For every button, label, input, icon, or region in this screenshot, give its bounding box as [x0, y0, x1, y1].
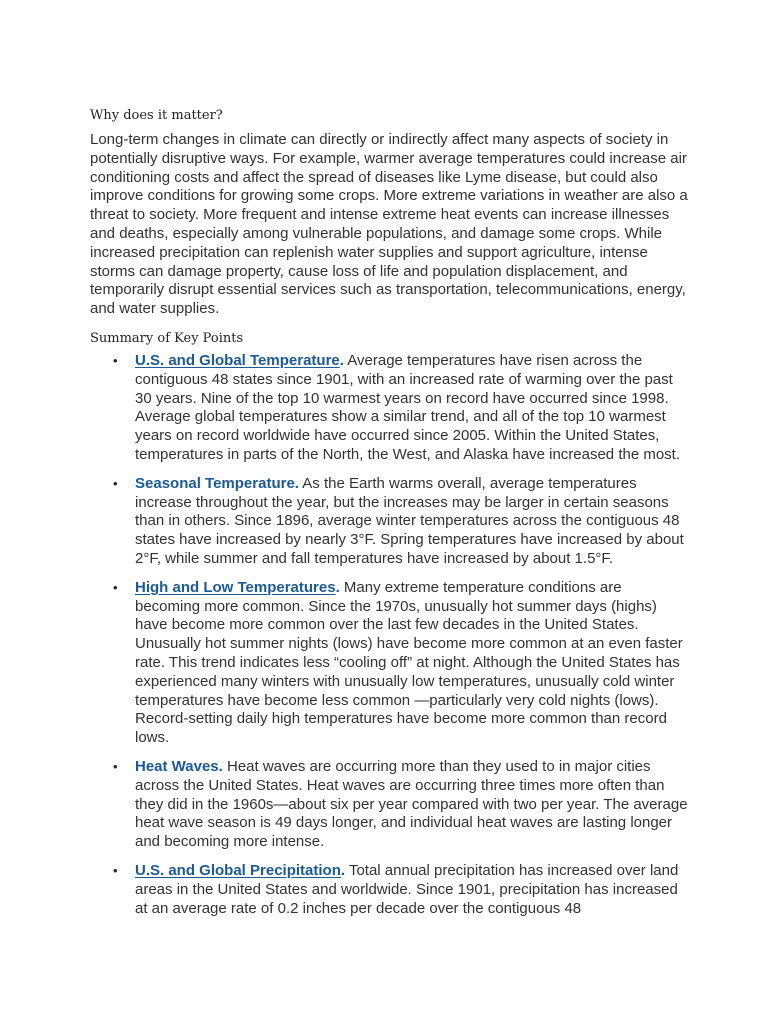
- key-point-high-low-temperatures: [90, 579, 690, 748]
- us-global-temperature-link[interactable]: U.S. and Global Temperature: [135, 352, 340, 369]
- key-point-text: Heat waves are occurring more than they used to in major cities across the United States. Heat waves are occurring three times more often than they did in the 1960s—about six per year compared with two per year. The average heat wave season is 49 days longer, and individual heat waves are lasting longer and becoming more intense.: [135, 757, 688, 851]
- key-point-seasonal-temperature: [90, 475, 690, 569]
- why-it-matters-paragraph: Long-term changes in climate can directly or indirectly affect many aspects of society in potentially disruptive ways. For example, warmer average temperatures could increase air conditioning costs and affect the spread of diseases like Lyme disease, but could also improve conditions for growing some crops. More extreme variations in weather are also a threat to society. More frequent and intense extreme heat events can increase illnesses and deaths, especially among vulnerable populations, and damage some crops. While increased precipitation can replenish water supplies and support agriculture, intense storms can damage property, cause loss of life and population displacement, and temporarily disrupt essential services such as transportation, telecommunications, energy, and water supplies.: [90, 131, 688, 318]
- key-point-us-global-temperature: [90, 352, 690, 465]
- key-point-us-global-precipitation: [90, 862, 690, 918]
- key-point-text: Many extreme temperature conditions are becoming more common. Since the 1970s, unusually hot summer days (highs) have become more common over the last few decades in the United States. Unusually hot summer nights (lows) have become more common at an even faster rate. This trend indicates less “cooling off” at night. Although the United States has experienced many winters with unusually low temperatures, unusually cold winter temperatures have become less common —particularly very cold nights (lows). Record-setting daily high temperatures have become more common than record lows.: [135, 578, 683, 747]
- bullet-icon: •: [113, 758, 118, 774]
- key-points-list: [90, 352, 690, 928]
- key-point-title-period: .: [340, 861, 346, 879]
- bullet-icon: •: [113, 475, 118, 491]
- section-heading-summary: Summary of Key Points: [90, 331, 244, 346]
- bullet-icon: •: [113, 353, 118, 368]
- key-point-title-period: .: [335, 578, 340, 596]
- key-point-text: As the Earth warms overall, average temperatures increase throughout the year, but the increases may be larger in certain seasons than in others. Since 1896, average winter temperatures across the contiguous 48 states have increased by nearly 3°F. Spring temperatures have increased by about 2°F, while summer and fall temperatures have increased by about 1.5°F.: [135, 474, 684, 567]
- high-low-temperatures-link[interactable]: High and Low Temperatures: [135, 578, 336, 596]
- bullet-icon: •: [113, 579, 118, 595]
- key-point-heat-waves: [90, 758, 690, 852]
- key-point-text: Total annual precipitation has increased over land areas in the United States and worldwide. Since 1901, precipitation has increased at an average rate of 0.2 inches per decade over the contiguous 48: [135, 861, 679, 917]
- seasonal-temperature-title: Seasonal Temperature.: [135, 474, 299, 492]
- key-point-title-period: .: [339, 352, 344, 369]
- key-point-text: Average temperatures have risen across the contiguous 48 states since 1901, with an increased rate of warming over the past 30 years. Nine of the top 10 warmest years on record have occurred since 1998. Average global temperatures show a similar trend, and all of the top 10 warmest years on record worldwide have occurred since 2005. Within the United States, temperatures in parts of the North, the West, and Alaska have increased the most.: [135, 352, 681, 463]
- section-heading-why-it-matters: Why does it matter?: [90, 108, 223, 123]
- us-global-precipitation-link[interactable]: U.S. and Global Precipitation: [135, 861, 341, 879]
- bullet-icon: •: [113, 862, 118, 878]
- heat-waves-title: Heat Waves.: [135, 757, 223, 775]
